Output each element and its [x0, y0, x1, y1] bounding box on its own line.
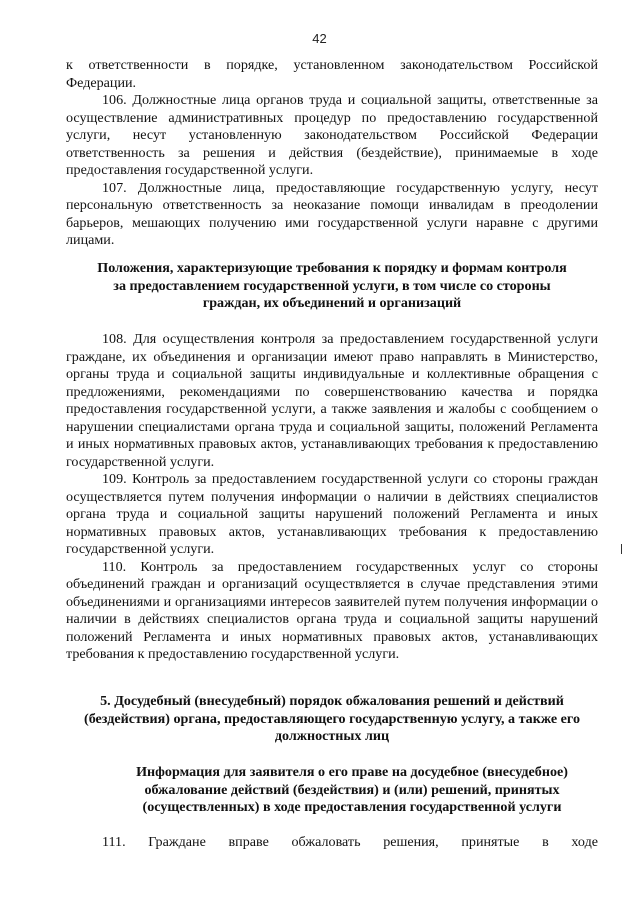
margin-mark	[621, 544, 622, 554]
heading-control-requirements: Положения, характеризующие требования к порядку и формам контроля за предоставлением государственной услуги, в том числе со стороны граждан, их объединений и организаций	[97, 260, 567, 311]
paragraph-108: 108. Для осуществления контроля за предоставлением государственной услуги граждане, их объединения и организации имеют право направлять в Министерство, органы труда и социальной защиты индивидуальные и коллективные обращения с предложениями, рекомендациями по совершенствованию качества и порядка предоставления государственной услуги, а также заявления и жалобы с сообщением о нарушении специалистами органа труда и социальной защиты, положений Регламента и иных нормативных правовых актов, устанавливающих требования к предоставлению государственной услуги.	[66, 331, 598, 470]
paragraph-continuation: к ответственности в порядке, установленном законодательством Российской Федерации.	[66, 57, 598, 91]
paragraph-111: 111. Граждане вправе обжаловать решения, принятые в ходе	[102, 834, 598, 850]
paragraph-block-liability	[66, 57, 598, 250]
paragraph-110: 110. Контроль за предоставлением государственных услуг со стороны объединений граждан и организаций осуществляется в случае представления этими объединениями и организациями интересов заявителей путем получения информации о наличии в действиях специалистов органа труда и социальной защиты нарушений положений Регламента и иных нормативных правовых актов, устанавливающих требования к предоставлению государственной услуги.	[66, 558, 598, 662]
paragraph-106: 106. Должностные лица органов труда и социальной защиты, ответственные за осуществление административных процедур по предоставлению государственной услуги, несут установленную законодательством Российской Федерации ответственность за решения и действия (бездействие), принимаемые в ходе предоставления государственной услуги.	[66, 92, 598, 178]
paragraph-109: 109. Контроль за предоставлением государственной услуги со стороны граждан осуществляется путем получения информации о наличии в действиях специалистов органа труда и социальной защиты нарушений положений Регламента и иных нормативных правовых актов, устанавливающих требования к предоставлению государственной услуги.	[66, 471, 598, 557]
paragraph-107: 107. Должностные лица, предоставляющие государственную услугу, несут персональную ответственность за неоказание помощи инвалидам в преодолении барьеров, мешающих получению ими государственной услуги наравне с другими лицами.	[66, 179, 598, 248]
page-number: 42	[312, 31, 327, 46]
paragraph-block-appeal	[66, 834, 598, 852]
heading-appeal-information: Информация для заявителя о его праве на досудебное (внесудебное) обжалование действий (бездействия) и (или) решений, принятых (осуществленных) в ходе предоставления государственной услуги	[136, 764, 568, 815]
heading-section-5: 5. Досудебный (внесудебный) порядок обжалования решений и действий (бездействия) органа, предоставляющего государственную услугу, а также его должностных лиц	[84, 693, 580, 744]
paragraph-block-control	[66, 331, 598, 664]
